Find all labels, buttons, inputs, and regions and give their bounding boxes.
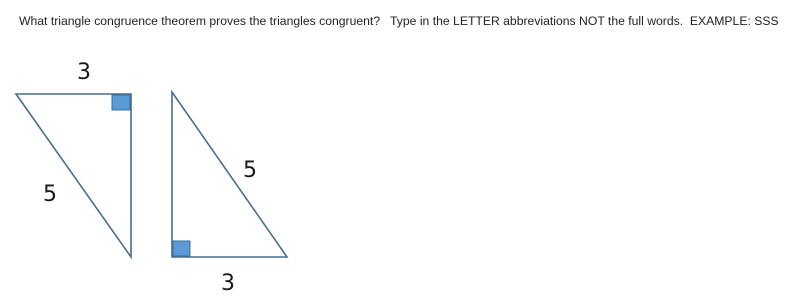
left-triangle-outline xyxy=(16,94,131,257)
left-top-leg-label: 3 xyxy=(77,60,91,85)
left-right-angle-marker xyxy=(112,95,130,110)
right-triangle xyxy=(172,92,287,296)
left-hypotenuse-label: 5 xyxy=(43,182,57,207)
right-hypotenuse-label: 5 xyxy=(243,158,257,183)
question-text: What triangle congruence theorem proves the triangles congruent? Type in the LETTER abbreviations NOT the full words. EXAMPLE: SSS xyxy=(19,14,779,28)
left-triangle xyxy=(16,60,131,257)
right-triangle-outline xyxy=(172,92,287,257)
right-right-angle-marker xyxy=(173,241,190,256)
right-bottom-leg-label: 3 xyxy=(221,271,235,296)
